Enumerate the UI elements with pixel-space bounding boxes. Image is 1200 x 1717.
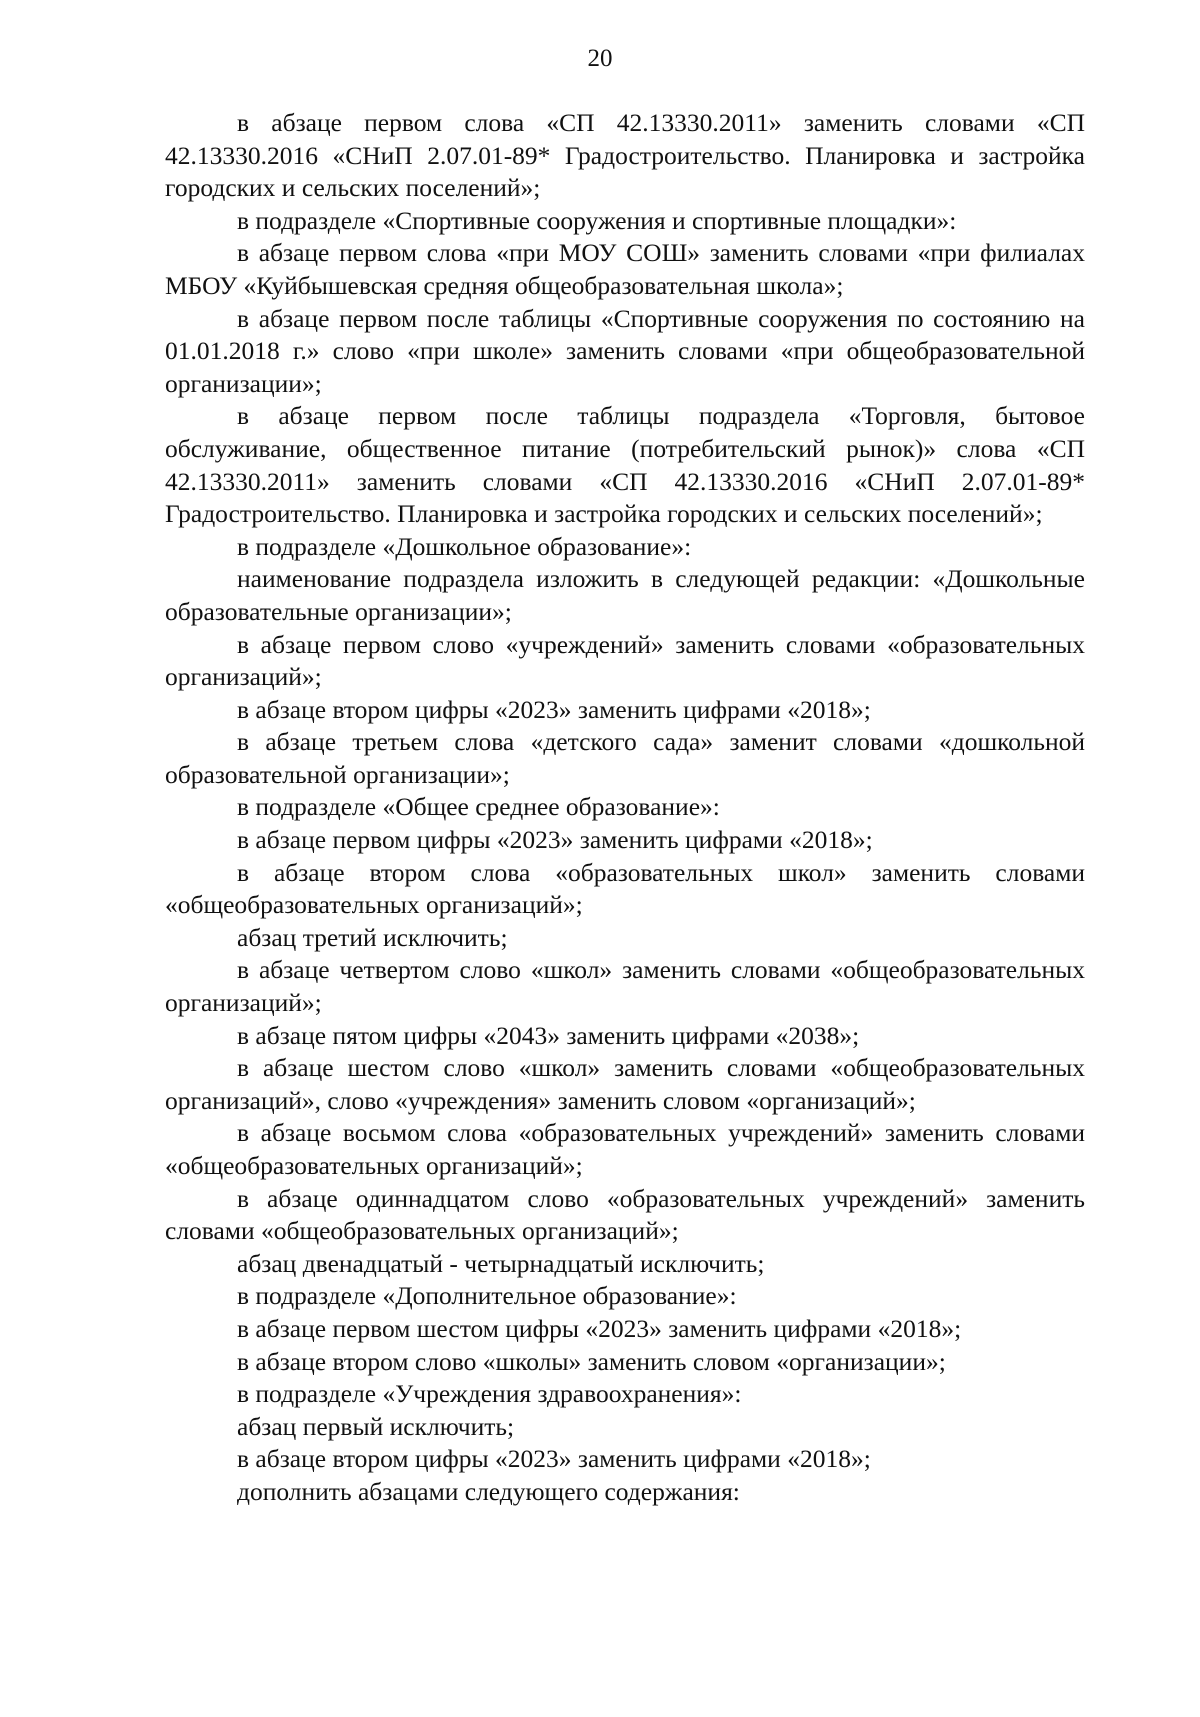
paragraph: в абзаце втором цифры «2023» заменить цифрами «2018»; [237, 694, 871, 724]
paragraph: в абзаце шестом слово «школ» заменить словами «общеобразовательных организаций», слово «учреждения» заменить словом «организаций»; [165, 1053, 1085, 1115]
paragraph: дополнить абзацами следующего содержания: [237, 1476, 740, 1506]
paragraph: в абзаце первом слово «учреждений» заменить словами «образовательных организаций»; [165, 629, 1085, 692]
paragraph: в подразделе «Общее среднее образование»: [237, 792, 720, 822]
paragraph: в абзаце первом шестом цифры «2023» заменить цифрами «2018»; [237, 1313, 962, 1343]
paragraph: в абзаце первом после таблицы подраздела «Торговля, бытовое обслуживание, общественное питание (потребительский рынок)» слова «СП 42.13330.2011» заменить словами «СП 42.13330.2016 «СНиП 2.07.01-89* Градостроительство. Планировка и застройка городских и сельских поселений»; [165, 401, 1085, 529]
page-number: 20 [587, 45, 613, 72]
paragraph: в подразделе «Дошкольное образование»: [237, 531, 692, 561]
paragraph: в абзаце одиннадцатом слово «образовательных учреждений» заменить словами «общеобразовательных организаций»; [165, 1183, 1085, 1246]
paragraph: в подразделе «Учреждения здравоохранения»: [237, 1379, 742, 1409]
paragraph: абзац двенадцатый - четырнадцатый исключить; [237, 1248, 765, 1278]
paragraph: в абзаце втором слова «образовательных школ» заменить словами «общеобразовательных организаций»; [165, 857, 1085, 920]
paragraph: в абзаце третьем слова «детского сада» заменит словами «дошкольной образовательной организации»; [165, 727, 1085, 789]
paragraph: абзац первый исключить; [237, 1411, 515, 1441]
paragraph: в абзаце втором слово «школы» заменить словом «организации»; [237, 1346, 946, 1376]
paragraph: в подразделе «Спортивные сооружения и спортивные площадки»: [237, 205, 957, 235]
paragraph: в подразделе «Дополнительное образование»: [237, 1281, 737, 1311]
paragraph: в абзаце втором цифры «2023» заменить цифрами «2018»; [237, 1444, 871, 1474]
paragraph: наименование подраздела изложить в следующей редакции: «Дошкольные образовательные организации»; [165, 564, 1085, 626]
paragraph: в абзаце первом после таблицы «Спортивные сооружения по состоянию на 01.01.2018 г.» слово «при школе» заменить словами «при общеобразовательной организации»; [165, 303, 1085, 398]
paragraph: в абзаце восьмом слова «образовательных учреждений» заменить словами «общеобразовательных организаций»; [165, 1118, 1085, 1180]
paragraph: в абзаце четвертом слово «школ» заменить словами «общеобразовательных организаций»; [165, 955, 1085, 1018]
paragraph: в абзаце первом цифры «2023» заменить цифрами «2018»; [237, 825, 873, 855]
paragraph: в абзаце первом слова «СП 42.13330.2011» заменить словами «СП 42.13330.2016 «СНиП 2.07.01-89* Градостроительство. Планировка и застройка городских и сельских поселений»; [165, 108, 1085, 203]
paragraph: абзац третий исключить; [237, 922, 508, 952]
paragraph: в абзаце пятом цифры «2043» заменить цифрами «2038»; [237, 1020, 860, 1050]
paragraph: в абзаце первом слова «при МОУ СОШ» заменить словами «при филиалах МБОУ «Куйбышевская средняя общеобразовательная школа»; [165, 238, 1085, 300]
document-body [165, 107, 1085, 1509]
